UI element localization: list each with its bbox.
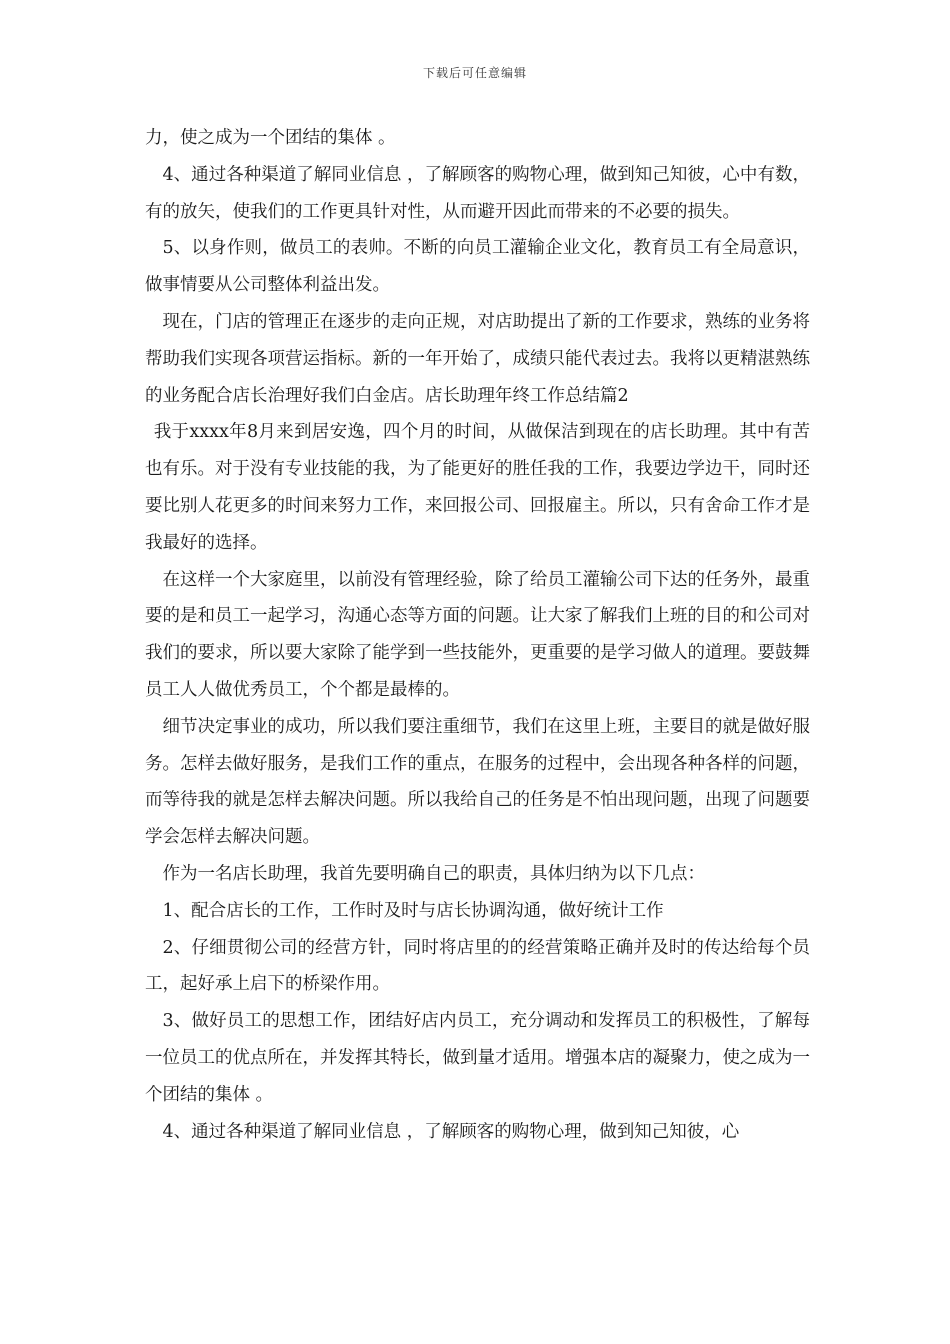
- paragraph-duty-2: 2、仔细贯彻公司的经营方针，同时将店里的的经营策略正确并及时的传达给每个员工，起好承上启下的桥梁作用。: [145, 937, 810, 995]
- paragraph-family: 在这样一个大家庭里，以前没有管理经验，除了给员工灌输公司下达的任务外，最重要的是和员工一起学习，沟通心态等方面的问题。让大家了解我们上班的目的和公司对我们的要求，所以要大家除了能学到一些技能外，更重要的是学习做人的道理。要鼓舞员工人人做优秀员工，个个都是最棒的。: [145, 569, 810, 700]
- paragraph-continuation: 力，使之成为一个团结的集体 。: [145, 128, 396, 148]
- page-header-note: 下载后可任意编辑: [422, 66, 527, 80]
- paragraph-intro-part2: 我于xxxx年8月来到居安逸，四个月的时间，从做保洁到现在的店长助理。其中有苦也有乐。对于没有专业技能的我，为了能更好的胜任我的工作，我要边学边干，同时还要比别人花更多的时间来努力工作，来回报公司、回报雇主。所以，只有舍命工作才是我最好的选择。: [145, 422, 810, 553]
- document-body: [145, 120, 810, 1150]
- paragraph-duty-4: 4、通过各种渠道了解同业信息 ，了解顾客的购物心理，做到知己知彼，心: [162, 1121, 740, 1142]
- paragraph-duty-3: 3、做好员工的思想工作，团结好店内员工，充分调动和发挥员工的积极性，了解每一位员工的优点所在，并发挥其特长，做到量才适用。增强本店的凝聚力，使之成为一个团结的集体 。: [145, 1011, 810, 1105]
- paragraph-duty-1: 1、配合店长的工作，工作时及时与店长协调沟通，做好统计工作: [162, 900, 664, 921]
- paragraph-duties-intro: 作为一名店长助理，我首先要明确自己的职责，具体归纳为以下几点：: [162, 863, 705, 884]
- paragraph-item-5: 5、以身作则，做员工的表帅。不断的向员工灌输企业文化，教育员工有全局意识，做事情要从公司整体利益出发。: [145, 238, 810, 296]
- paragraph-summary: 现在，门店的管理正在逐步的走向正规，对店助提出了新的工作要求，熟练的业务将帮助我们实现各项营运指标。新的一年开始了，成绩只能代表过去。我将以更精湛熟练的业务配合店长治理好我们白金店。店长助理年终工作总结篇2: [145, 311, 810, 406]
- paragraph-details: 细节决定事业的成功，所以我们要注重细节，我们在这里上班，主要目的就是做好服务。怎样去做好服务，是我们工作的重点，在服务的过程中，会出现各种各样的问题，而等待我的就是怎样去解决问题。所以我给自己的任务是不怕出现问题，出现了问题要学会怎样去解决问题。: [145, 716, 810, 848]
- paragraph-item-4: 4、通过各种渠道了解同业信息 ，了解顾客的购物心理，做到知己知彼，心中有数，有的放矢，使我们的工作更具针对性，从而避开因此而带来的不必要的损失。: [145, 164, 810, 222]
